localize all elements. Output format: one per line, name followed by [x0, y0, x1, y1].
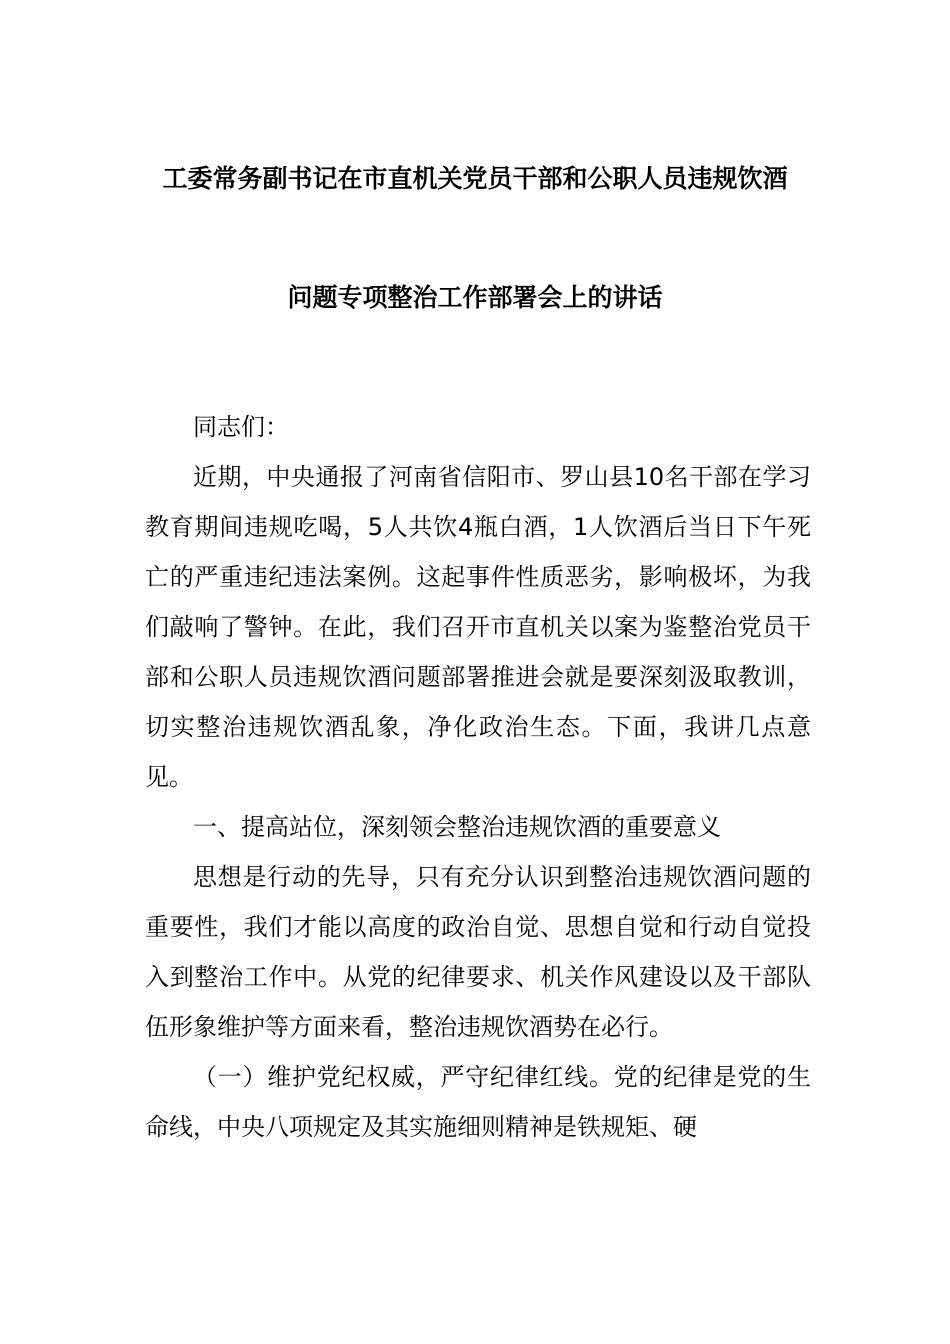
document-title-line-2: 问题专项整治工作部署会上的讲话: [287, 283, 663, 312]
document-body: [145, 402, 811, 1152]
section-heading-1: 一、提高站位，深刻领会整治违规饮酒的重要意义: [193, 813, 721, 841]
salutation: 同志们：: [193, 413, 289, 441]
document-title-line-1: 工委常务副书记在市直机关党员干部和公职人员违规饮酒: [162, 164, 788, 193]
body-paragraph: 思想是行动的先导，只有充分认识到整治违规饮酒问题的重要性，我们才能以高度的政治自觉、思想自觉和行动自觉投入到整治工作中。从党的纪律要求、机关作风建设以及干部队伍形象维护等方面来看，整治违规饮酒势在必行。: [145, 863, 811, 1041]
subsection-paragraph-1: （一）维护党纪权威，严守纪律红线。党的纪律是党的生命线，中央八项规定及其实施细则精神是铁规矩、硬: [145, 1063, 811, 1141]
intro-paragraph: 近期，中央通报了河南省信阳市、罗山县10名干部在学习教育期间违规吃喝，5人共饮4瓶白酒，1人饮酒后当日下午死亡的严重违纪违法案例。这起事件性质恶劣，影响极坏，为我们敲响了警钟。在此，我们召开市直机关以案为鉴整治党员干部和公职人员违规饮酒问题部署推进会就是要深刻汲取教训，切实整治违规饮酒乱象，净化政治生态。下面，我讲几点意见。: [145, 463, 811, 791]
